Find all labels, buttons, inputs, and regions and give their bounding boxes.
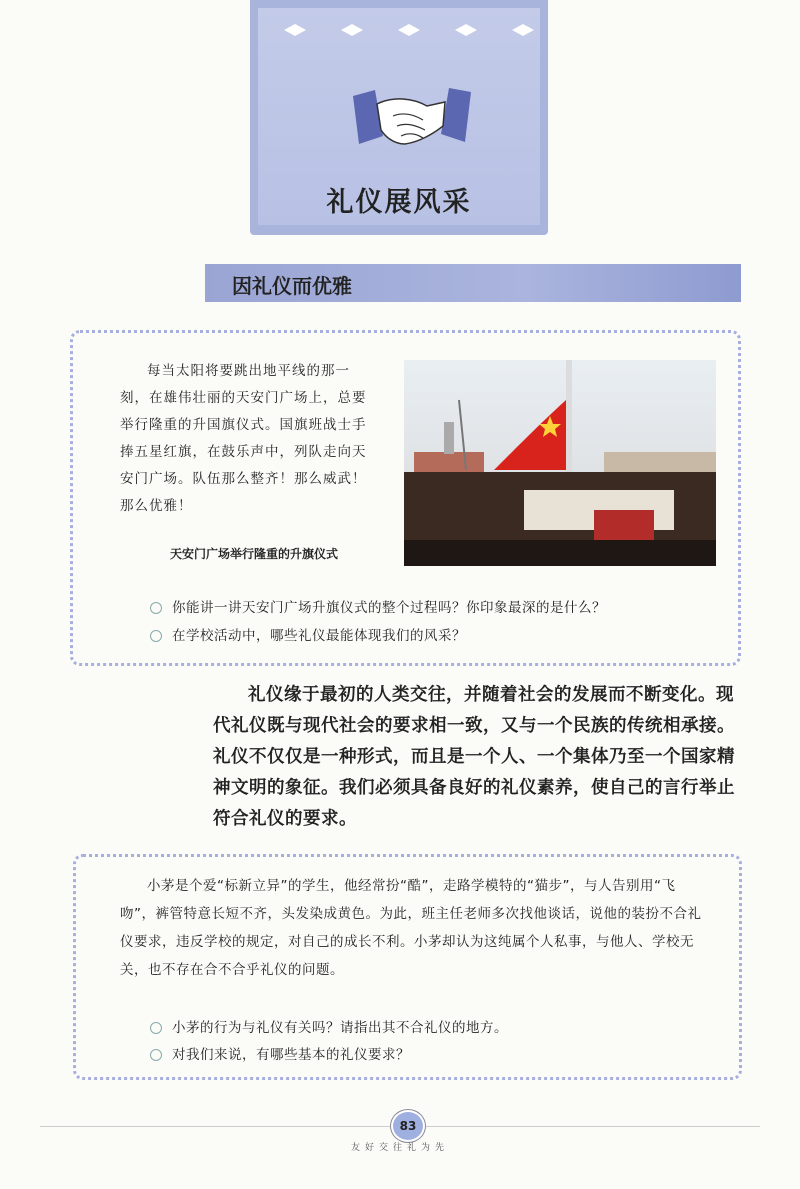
banner-panel (258, 8, 540, 225)
circle-bullet-icon (150, 1049, 162, 1061)
flag-paragraph: 每当太阳将要跳出地平线的那一刻，在雄伟壮丽的天安门广场上，总要举行隆重的升国旗仪式。国旗班战士手捧五星红旗，在鼓乐声中，列队走向天安门广场。队伍那么整齐！那么威武！那么优雅！ (120, 363, 367, 514)
diamond-icon (455, 24, 477, 36)
footer-text: 友好交往礼为先 (350, 1143, 449, 1153)
diamond-icon (512, 24, 534, 36)
question-item (150, 624, 466, 644)
main-paragraph: 礼仪缘于最初的人类交往，并随着社会的发展而不断变化。现代礼仪既与现代社会的要求相一致，又与一个民族的传统相承接。礼仪不仅仅是一种形式，而且是一个人、一个集体乃至一个国家精神文明的象征。我们必须具备良好的礼仪素养，使自己的言行举止符合礼仪的要求。 (213, 685, 735, 829)
flag-ceremony-photo (404, 360, 716, 566)
banner-diamonds (284, 24, 534, 44)
circle-bullet-icon (150, 1022, 162, 1034)
xiaomao-paragraph: 小茅是个爱“标新立异”的学生，他经常扮“酷”，走路学模特的“猫步”，与人告别用“飞吻”，裤管特意长短不齐，头发染成黄色。为此，班主任老师多次找他谈话，说他的装扮不合礼仪要求，违反学校的规定，对自己的成长不利。小茅却认为这纯属个人私事，与他人、学校无关，也不存在合不合乎礼仪的问题。 (120, 878, 702, 978)
handshake-icon (353, 86, 471, 156)
chapter-title: 礼仪展风采 (326, 187, 472, 218)
circle-bullet-icon (150, 630, 162, 642)
question-text: 小茅的行为与礼仪有关吗？请指出其不合礼仪的地方。 (172, 1020, 508, 1036)
question-text: 在学校活动中，哪些礼仪最能体现我们的风采？ (172, 628, 466, 644)
question-text: 你能讲一讲天安门广场升旗仪式的整个过程吗？你印象最深的是什么？ (172, 600, 606, 616)
question-item (150, 1016, 508, 1036)
diamond-icon (398, 24, 420, 36)
question-item (150, 596, 606, 616)
circle-bullet-icon (150, 602, 162, 614)
chapter-banner (250, 0, 548, 235)
page-number: 83 (391, 1110, 425, 1142)
question-text: 对我们来说，有哪些基本的礼仪要求？ (172, 1047, 410, 1063)
question-item (150, 1043, 410, 1063)
photo-caption: 天安门广场举行隆重的升旗仪式 (170, 547, 339, 561)
section-title: 因礼仪而优雅 (232, 274, 352, 298)
diamond-icon (341, 24, 363, 36)
diamond-icon (284, 24, 306, 36)
